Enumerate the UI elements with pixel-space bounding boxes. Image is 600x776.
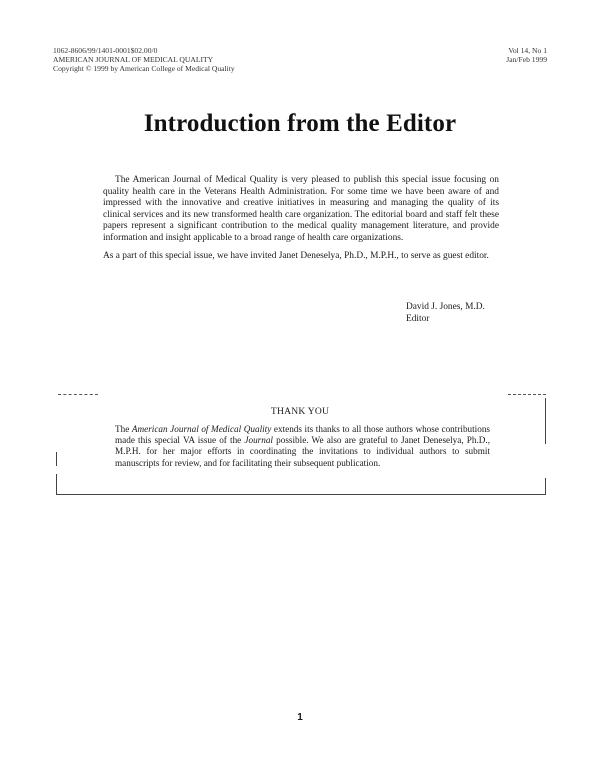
editorial-paragraph-2: As a part of this special issue, we have invited Janet Deneselya, Ph.D., M.P.H., to serve as guest editor. bbox=[103, 250, 489, 261]
header-journal-name: AMERICAN JOURNAL OF MEDICAL QUALITY bbox=[53, 55, 214, 64]
journal-header-right bbox=[506, 46, 547, 64]
box-border-left-upper bbox=[56, 452, 57, 466]
editor-name: David J. Jones, M.D. bbox=[406, 302, 485, 312]
journal-header-left bbox=[53, 46, 235, 73]
header-code-line: 1062-8606/99/1401-0001$02.00/0 bbox=[53, 46, 158, 55]
box-border-left-lower bbox=[56, 474, 57, 494]
editorial-paragraph-1: The American Journal of Medical Quality is very pleased to publish this special issue focusing on quality health care in the Veterans Health Administration. For some time we have been aware of and impressed with the innovative and creative initiatives in measuring and managing the quality of its clinical services and its new transformed health care organization. The editorial board and staff felt these papers represent a significant contribution to the medical quality management literature, and provide information and insight applicable to a broad range of health care organizations. bbox=[103, 175, 499, 243]
journal-title-italic: American Journal of Medical Quality bbox=[131, 424, 272, 434]
box-border-right-upper bbox=[545, 398, 546, 444]
divider-right bbox=[508, 394, 546, 395]
header-copyright: Copyright © 1999 by American College of Medical Quality bbox=[53, 64, 235, 73]
editorial-body bbox=[103, 175, 499, 268]
thank-you-text-part-2: extends its thanks to all those authors whose contributions made this special VA issue of the bbox=[115, 424, 490, 446]
thank-you-text-part-3: possible. We also are grateful to Janet Deneselya, Ph.D., M.P.H. for her major efforts in coordinating the invitations to individual authors to submit manuscripts for review, and for facilitating their subsequent publication. bbox=[115, 435, 491, 468]
page-number: 1 bbox=[297, 712, 303, 723]
header-volume: Vol 14, No 1 bbox=[508, 46, 547, 55]
thank-you-text bbox=[115, 424, 490, 469]
thank-you-heading: THANK YOU bbox=[270, 406, 330, 417]
page-title: Introduction from the Editor bbox=[143, 110, 457, 137]
header-date: Jan/Feb 1999 bbox=[506, 55, 547, 64]
editor-role: Editor bbox=[406, 313, 430, 324]
journal-short-italic: Journal bbox=[244, 435, 273, 446]
divider-left bbox=[58, 394, 98, 395]
thank-you-text-part-1: The bbox=[115, 424, 132, 434]
box-border-right-lower bbox=[545, 478, 546, 494]
editor-signature bbox=[406, 302, 485, 325]
box-border-bottom bbox=[56, 494, 546, 495]
